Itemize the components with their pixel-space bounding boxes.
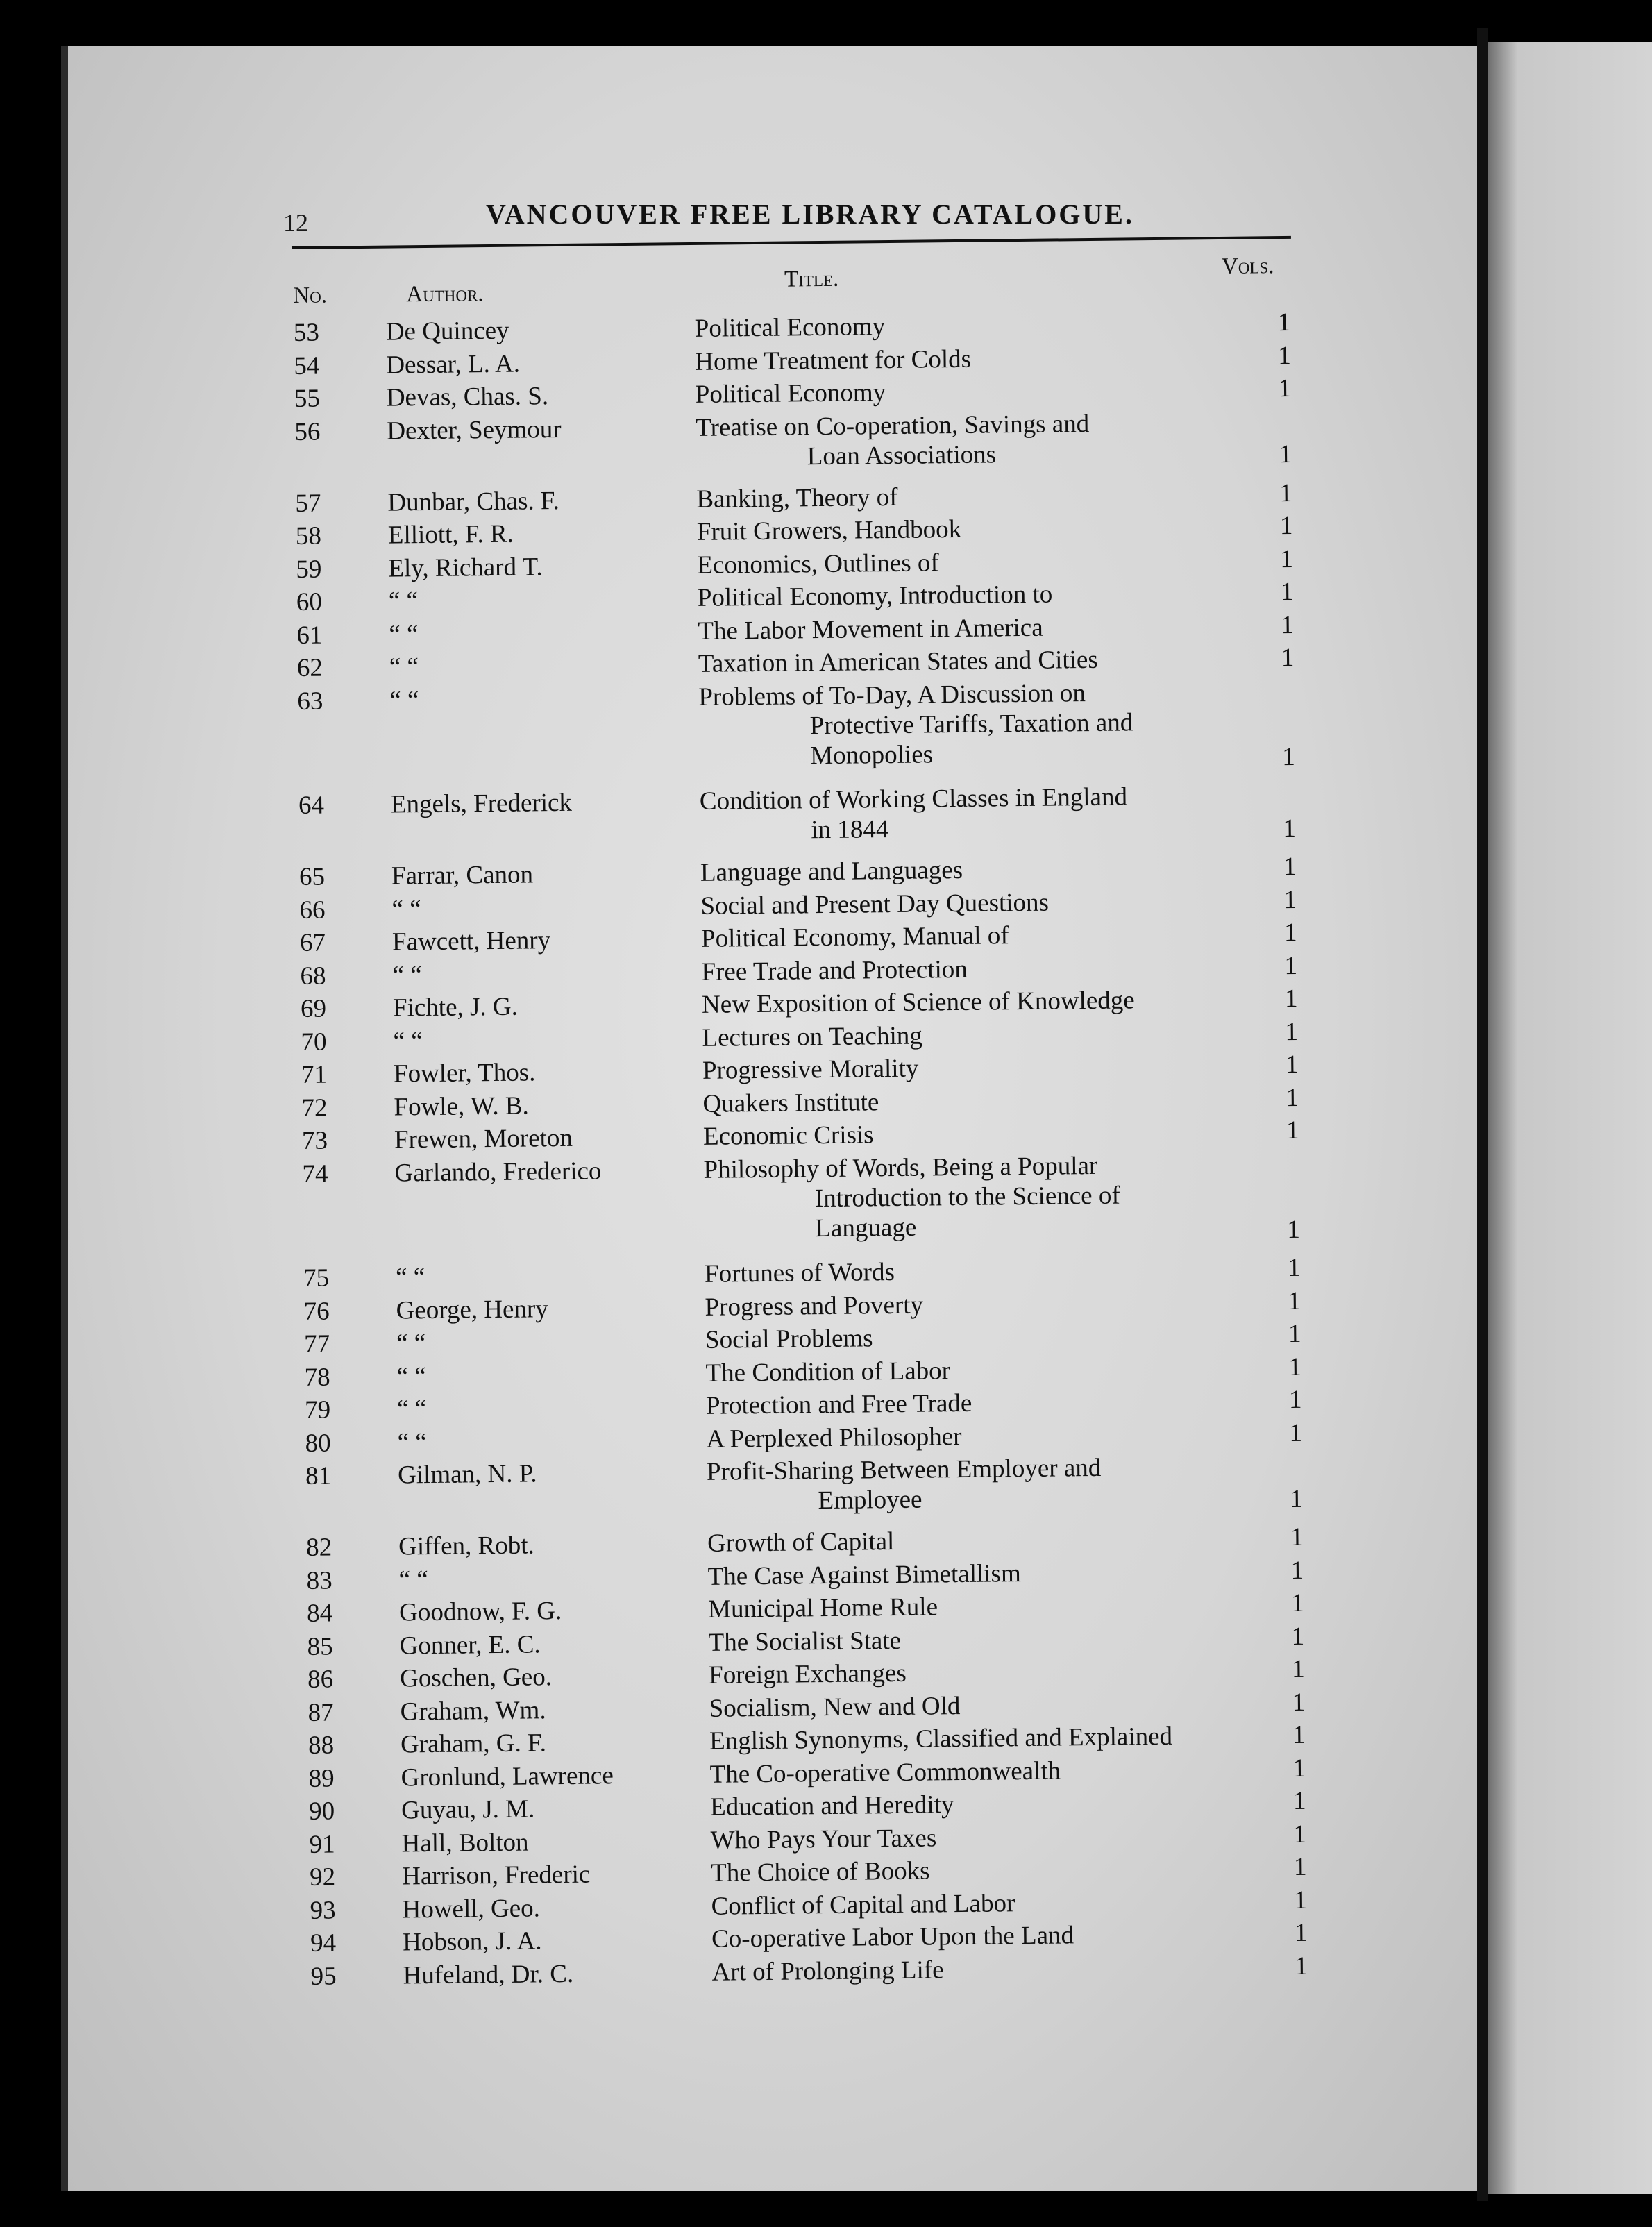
- entry-volumes: 1: [1282, 742, 1296, 771]
- entry-number: 73: [301, 1126, 328, 1155]
- entry-title-line: Education and Heredity: [709, 1790, 954, 1822]
- entry-title-line: Political Economy, Manual of: [700, 921, 1009, 953]
- entry-title: [701, 921, 1009, 954]
- entry-title: [711, 1856, 930, 1888]
- entry-number: 78: [304, 1363, 330, 1392]
- entry-number: 67: [299, 928, 326, 957]
- entry-title-line: Foreign Exchanges: [708, 1658, 907, 1690]
- entry-title-line: Who Pays Your Taxes: [710, 1823, 937, 1855]
- entry-title-line: The Labor Movement in America: [698, 613, 1043, 646]
- entry-title: [697, 548, 939, 580]
- catalogue-entry: [17, 1951, 1308, 1998]
- catalogue-entry: [15, 1720, 1306, 1767]
- catalogue-entry: [14, 1622, 1305, 1668]
- entry-author: Ely, Richard T.: [388, 552, 543, 583]
- column-header-author: Author.: [406, 281, 484, 308]
- entry-title-line: Political Economy: [695, 378, 886, 409]
- entry-title-line: Growth of Capital: [707, 1527, 895, 1558]
- entry-title: [709, 1722, 1172, 1756]
- entry-number: 84: [306, 1599, 333, 1628]
- entry-volumes: 1: [1286, 1116, 1299, 1145]
- entry-author: “ “: [398, 1565, 428, 1594]
- entry-author: Goschen, Geo.: [399, 1663, 553, 1693]
- entry-title: [708, 1625, 901, 1657]
- entry-title: [700, 887, 1049, 921]
- entry-author: Farrar, Canon: [391, 860, 534, 891]
- entry-author: “ “: [391, 894, 421, 924]
- entry-title: [707, 1453, 1102, 1517]
- entry-volumes: 1: [1279, 511, 1293, 541]
- entry-number: 60: [296, 587, 323, 616]
- entry-title-line: in 1844: [811, 815, 889, 845]
- entry-volumes: 1: [1280, 577, 1294, 607]
- entry-volumes: 1: [1287, 1253, 1301, 1283]
- entry-volumes: 1: [1285, 1017, 1299, 1046]
- catalogue-entry: [13, 1556, 1304, 1602]
- entry-title-line: Fortunes of Words: [704, 1257, 895, 1288]
- entry-volumes: 1: [1294, 1918, 1308, 1947]
- entry-number: 62: [296, 653, 323, 682]
- catalogue-entry: [17, 1918, 1308, 1965]
- entry-number: 90: [308, 1797, 335, 1826]
- entry-author: Hufeland, Dr. C.: [403, 1959, 574, 1990]
- entry-author: Dessar, L. A.: [386, 349, 521, 380]
- entry-number: 85: [307, 1631, 333, 1661]
- entry-author: “ “: [392, 960, 422, 990]
- entry-title: [709, 1756, 1061, 1789]
- entry-title-line: The Co-operative Commonwealth: [709, 1756, 1061, 1789]
- entry-number: 70: [301, 1027, 327, 1057]
- entry-number: 65: [298, 862, 326, 891]
- entry-number: 56: [294, 417, 321, 446]
- entry-title-line: Loan Associations: [807, 439, 997, 471]
- catalogue-entry: [3, 577, 1294, 623]
- entry-title: [696, 482, 898, 514]
- entry-title-line: Conflict of Capital and Labor: [711, 1888, 1015, 1921]
- entry-title: [697, 514, 962, 547]
- entry-volumes: 1: [1277, 308, 1291, 337]
- entry-author: Graham, Wm.: [400, 1695, 546, 1726]
- entry-title: [695, 312, 886, 344]
- entry-number: 68: [300, 961, 326, 991]
- entry-volumes: 1: [1295, 1951, 1308, 1981]
- entry-number: 55: [294, 384, 321, 413]
- entry-author: Gronlund, Lawrence: [401, 1760, 614, 1792]
- catalogue-entry: [1, 373, 1292, 420]
- entry-number: 77: [303, 1329, 330, 1359]
- entry-author: “ “: [389, 685, 419, 715]
- entry-volumes: 1: [1283, 852, 1297, 882]
- catalogue-entry: [6, 852, 1297, 898]
- entry-author: “ “: [389, 653, 419, 682]
- entry-number: 83: [306, 1565, 332, 1595]
- entry-author: “ “: [389, 619, 419, 649]
- entry-title-line: The Choice of Books: [710, 1856, 930, 1888]
- catalogue-entry: [6, 885, 1297, 932]
- entry-number: 64: [298, 791, 325, 820]
- entry-title-line: Socialism, New and Old: [709, 1691, 961, 1723]
- entry-author: Garlando, Frederico: [394, 1156, 602, 1188]
- entry-title-line: Progressive Morality: [702, 1054, 919, 1085]
- entry-author: Fowler, Thos.: [393, 1058, 536, 1089]
- entry-number: 57: [295, 489, 321, 518]
- entry-title-line: Language and Languages: [700, 855, 963, 887]
- entry-author: Dexter, Seymour: [387, 414, 562, 446]
- entry-title-line: Language: [815, 1213, 917, 1243]
- entry-title-line: Progress and Poverty: [705, 1291, 924, 1322]
- catalogue-entry: [11, 1319, 1301, 1365]
- entry-volumes: 1: [1293, 1852, 1307, 1882]
- entry-author: “ “: [397, 1427, 427, 1456]
- catalogue-entry: [4, 678, 1296, 771]
- entry-number: 66: [299, 896, 326, 925]
- entry-volumes: 1: [1290, 1556, 1304, 1585]
- entry-author: Guyau, J. M.: [401, 1795, 535, 1825]
- entry-volumes: 1: [1290, 1522, 1304, 1552]
- entry-author: Howell, Geo.: [402, 1893, 541, 1924]
- entry-volumes: 1: [1281, 610, 1295, 639]
- entry-author: Gilman, N. P.: [397, 1459, 537, 1490]
- entry-title: [705, 1290, 923, 1322]
- entry-title-line: Quakers Institute: [702, 1087, 879, 1118]
- entry-number: 94: [310, 1928, 337, 1958]
- entry-author: “ “: [396, 1329, 426, 1358]
- entry-volumes: 1: [1286, 1083, 1299, 1112]
- entry-author: “ “: [396, 1361, 426, 1390]
- catalogue-entry: [16, 1786, 1306, 1833]
- entry-author: “ “: [395, 1263, 425, 1292]
- entry-title-line: Problems of To-Day, A Discussion on: [698, 678, 1086, 712]
- entry-volumes: 1: [1291, 1654, 1305, 1684]
- entry-title-line: Co-operative Labor Upon the Land: [711, 1921, 1074, 1953]
- entry-title: [708, 1592, 938, 1624]
- column-header-title: Title.: [784, 266, 839, 292]
- entry-number: 92: [309, 1863, 336, 1892]
- entry-number: 61: [296, 621, 323, 650]
- catalogue-entry: [14, 1588, 1304, 1635]
- entry-author: Elliott, F. R.: [387, 519, 514, 550]
- entry-title-line: The Case Against Bimetallism: [707, 1558, 1021, 1591]
- entry-number: 63: [297, 687, 323, 716]
- entry-title: [702, 1087, 879, 1119]
- entry-title-line: Fruit Growers, Handbook: [696, 514, 962, 546]
- catalogue-entry: [13, 1522, 1304, 1569]
- entry-volumes: 1: [1281, 643, 1295, 673]
- entry-title: [700, 855, 963, 888]
- entry-volumes: 1: [1278, 373, 1292, 403]
- entry-number: 76: [303, 1297, 330, 1326]
- entry-volumes: 1: [1291, 1622, 1305, 1651]
- entry-volumes: 1: [1283, 814, 1297, 843]
- entry-author: Hall, Bolton: [401, 1828, 529, 1858]
- entry-number: 71: [301, 1060, 328, 1089]
- entry-title: [706, 1388, 972, 1421]
- entry-author: Harrison, Frederic: [401, 1860, 591, 1891]
- catalogue-entry: [10, 1286, 1301, 1333]
- entry-title: [700, 782, 1128, 846]
- entry-title-line: Political Economy, Introduction to: [697, 580, 1053, 612]
- entry-title-line: The Condition of Labor: [705, 1356, 951, 1388]
- entry-volumes: 1: [1284, 984, 1298, 1014]
- entry-author: Engels, Frederick: [390, 788, 573, 819]
- entry-volumes: 1: [1279, 439, 1292, 469]
- entry-title-line: English Synonyms, Classified and Explained: [709, 1722, 1173, 1756]
- entry-number: 58: [295, 521, 322, 551]
- entry-volumes: 1: [1283, 885, 1297, 914]
- entry-title: [698, 580, 1053, 613]
- entry-title: [698, 645, 1098, 679]
- entry-volumes: 1: [1290, 1484, 1304, 1513]
- entry-number: 91: [309, 1829, 335, 1859]
- entry-title-line: Municipal Home Rule: [707, 1592, 938, 1624]
- catalogue-entry: [3, 610, 1295, 657]
- column-header-vols: Vols.: [1221, 253, 1274, 279]
- catalogue-entry: [11, 1352, 1302, 1399]
- entry-title: [707, 1527, 895, 1558]
- entry-title: [702, 1054, 919, 1086]
- entry-number: 72: [301, 1093, 328, 1123]
- catalogue-entry: [2, 478, 1293, 525]
- catalogue-entry: [4, 643, 1295, 689]
- entry-author: Fichte, J. G.: [392, 992, 519, 1023]
- entry-title: [709, 1691, 960, 1724]
- catalogue-entry: [9, 1151, 1301, 1244]
- entry-author: “ “: [388, 587, 419, 616]
- entry-volumes: 1: [1292, 1754, 1306, 1783]
- entry-volumes: 1: [1285, 1050, 1299, 1079]
- entry-title: [710, 1823, 936, 1855]
- entry-author: “ “: [396, 1395, 427, 1424]
- entry-author: Giffen, Robt.: [398, 1531, 534, 1561]
- entry-author: Gonner, E. C.: [399, 1629, 541, 1660]
- entry-number: 81: [305, 1461, 332, 1490]
- catalogue-entry: [7, 918, 1297, 964]
- entry-title: [705, 1257, 895, 1289]
- entry-title-line: Political Economy: [694, 312, 886, 343]
- facing-page-edge: [1488, 42, 1652, 2194]
- entry-volumes: 1: [1288, 1286, 1301, 1316]
- entry-number: 95: [310, 1961, 337, 1991]
- entry-number: 59: [296, 555, 322, 584]
- entry-title-line: Economics, Outlines of: [697, 548, 939, 580]
- entry-title-line: New Exposition of Science of Knowledge: [701, 986, 1135, 1019]
- entry-title-line: Home Treatment for Colds: [695, 344, 972, 376]
- entry-title-line: Social and Present Day Questions: [700, 888, 1050, 921]
- entry-title: [695, 344, 971, 376]
- entry-number: 80: [305, 1429, 331, 1458]
- entry-number: 75: [303, 1263, 330, 1293]
- entry-volumes: 1: [1292, 1720, 1306, 1750]
- entry-title-line: Art of Prolonging Life: [711, 1955, 944, 1987]
- entry-number: 54: [294, 351, 320, 380]
- entry-author: Dunbar, Chas. F.: [387, 486, 559, 517]
- entry-number: 53: [293, 318, 320, 347]
- page-number: 12: [283, 209, 308, 237]
- entry-volumes: 1: [1292, 1688, 1306, 1717]
- entry-number: 87: [307, 1697, 334, 1727]
- catalogue-entry: [10, 1253, 1301, 1300]
- entry-volumes: 1: [1288, 1352, 1302, 1381]
- entry-title: [709, 1658, 907, 1690]
- entry-title: [703, 1150, 1120, 1244]
- entry-volumes: 1: [1293, 1820, 1307, 1849]
- entry-title-line: Introduction to the Science of: [814, 1181, 1120, 1213]
- entry-volumes: 1: [1290, 1588, 1304, 1618]
- entry-volumes: 1: [1279, 478, 1293, 507]
- catalogue-entry: [7, 951, 1298, 998]
- catalogue-entry: [1, 409, 1292, 471]
- entry-title-line: Profit-Sharing Between Employer and: [706, 1453, 1102, 1486]
- entry-title-line: Social Problems: [705, 1324, 873, 1354]
- entry-author: “ “: [393, 1026, 423, 1056]
- entry-title: [698, 678, 1133, 772]
- entry-volumes: 1: [1292, 1786, 1306, 1816]
- entry-title-line: Lectures on Teaching: [702, 1021, 922, 1052]
- book-gutter: [1477, 28, 1488, 2201]
- entry-author: Hobson, J. A.: [402, 1926, 542, 1957]
- entry-title: [696, 408, 1090, 472]
- entry-title: [706, 1421, 961, 1454]
- entry-title: [710, 1790, 954, 1822]
- entry-title: [705, 1323, 873, 1355]
- entry-author: Fowle, W. B.: [394, 1091, 530, 1122]
- entry-author: Frewen, Moreton: [394, 1123, 573, 1154]
- entry-title: [702, 985, 1135, 1020]
- entry-title-line: Employee: [818, 1485, 922, 1515]
- entry-volumes: 1: [1280, 544, 1294, 573]
- entry-title-line: Economic Crisis: [702, 1120, 874, 1151]
- entry-title-line: A Perplexed Philosopher: [706, 1422, 962, 1454]
- entry-title: [698, 612, 1043, 646]
- entry-author: Goodnow, F. G.: [398, 1597, 562, 1627]
- entry-number: 93: [310, 1895, 336, 1925]
- entry-title: [711, 1955, 943, 1987]
- entry-number: 86: [307, 1665, 334, 1694]
- column-header-no: No.: [293, 283, 328, 308]
- entry-title: [707, 1558, 1021, 1592]
- entry-volumes: 1: [1289, 1418, 1303, 1447]
- entry-title-line: Treatise on Co-operation, Savings and: [696, 409, 1090, 442]
- catalogue-entry: [12, 1453, 1304, 1515]
- entry-title: [696, 378, 886, 410]
- entry-author: De Quincey: [385, 316, 509, 346]
- entry-number: 89: [308, 1763, 335, 1793]
- entry-title: [701, 954, 968, 986]
- entry-number: 69: [300, 994, 327, 1023]
- entry-number: 79: [304, 1395, 331, 1425]
- catalogue-entry: [16, 1820, 1307, 1866]
- entry-title: [711, 1888, 1015, 1922]
- catalogue-entry: [15, 1754, 1306, 1800]
- entry-title-line: Protective Tariffs, Taxation and: [809, 707, 1133, 740]
- entry-volumes: 1: [1278, 341, 1291, 370]
- entry-volumes: 1: [1288, 1319, 1301, 1349]
- entry-author: Devas, Chas. S.: [386, 382, 549, 412]
- catalogue-entry: [9, 1116, 1299, 1162]
- entry-title: [711, 1920, 1074, 1953]
- entry-title: [702, 1020, 922, 1052]
- entry-number: 74: [302, 1159, 328, 1188]
- entry-title-line: Banking, Theory of: [696, 482, 898, 514]
- entry-title-line: Monopolies: [810, 739, 934, 770]
- entry-title-line: Free Trade and Protection: [701, 955, 968, 986]
- running-header: VANCOUVER FREE LIBRARY CATALOGUE.: [486, 199, 1134, 230]
- entry-title-line: Protection and Free Trade: [705, 1388, 972, 1420]
- entry-title-line: Philosophy of Words, Being a Popular: [703, 1151, 1098, 1184]
- entry-number: 88: [307, 1731, 335, 1760]
- entry-number: 82: [305, 1533, 332, 1562]
- catalogue-entry: [8, 1050, 1299, 1096]
- entry-volumes: 1: [1287, 1215, 1301, 1244]
- entry-title-line: The Socialist State: [708, 1626, 902, 1657]
- catalogue-entry: [8, 1083, 1299, 1129]
- entry-title: [705, 1356, 950, 1388]
- entry-author: George, Henry: [396, 1294, 548, 1325]
- entry-title-line: Taxation in American States and Cities: [698, 645, 1098, 678]
- entry-author: Graham, G. F.: [400, 1729, 547, 1759]
- entry-volumes: 1: [1283, 918, 1297, 948]
- entry-title-line: Condition of Working Classes in England: [699, 782, 1128, 816]
- entry-author: Fawcett, Henry: [391, 926, 551, 957]
- entry-volumes: 1: [1288, 1385, 1302, 1415]
- entry-volumes: 1: [1284, 951, 1298, 980]
- entry-volumes: 1: [1294, 1885, 1308, 1915]
- entry-title: [703, 1120, 874, 1152]
